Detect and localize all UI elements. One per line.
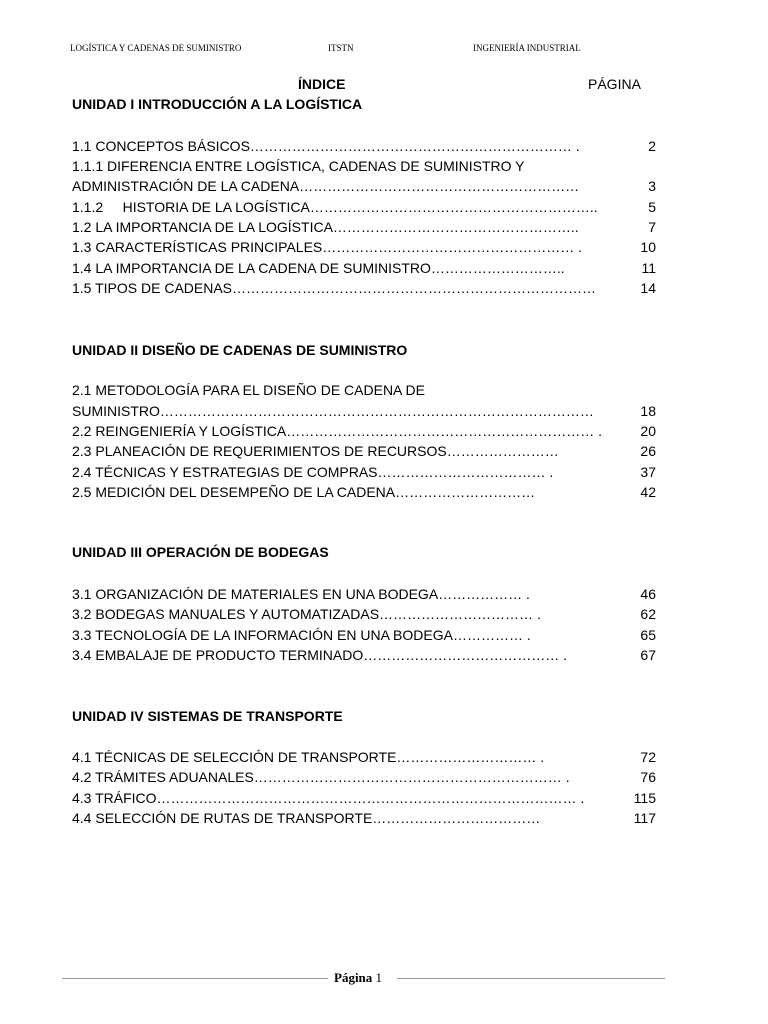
toc-entry-page: 5 <box>648 199 656 215</box>
toc-entry-text: 1.2 LA IMPORTANCIA DE LA LOGÍSTICA…………………………………………….. <box>72 219 579 235</box>
toc-entry-text: SUMINISTRO………………………………………………………………………………… <box>72 403 594 419</box>
toc-entry-page: 65 <box>640 627 656 643</box>
toc-entry[interactable] <box>72 156 656 176</box>
toc-entry-text: 4.3 TRÁFICO……………………………………………………………………………… . <box>72 790 585 806</box>
toc-entry[interactable] <box>72 788 656 808</box>
toc-entry-text: 3.3 TECNOLOGÍA DE LA INFORMACIÓN EN UNA BODEGA…………… . <box>72 627 531 643</box>
toc-entry-text: 2.3 PLANEACIÓN DE REQUERIMIENTOS DE RECURSOS…………………… <box>72 443 559 459</box>
toc-entry-text: 3.2 BODEGAS MANUALES Y AUTOMATIZADAS…………………………… . <box>72 606 541 622</box>
toc-entry-text: ADMINISTRACIÓN DE LA CADENA…………………………………………………… <box>72 178 580 194</box>
toc-entry-page: 2 <box>648 138 656 154</box>
toc-entry-page: 67 <box>640 647 656 663</box>
footer-page-number: 1 <box>375 970 383 985</box>
toc-entry[interactable] <box>72 217 656 237</box>
toc-entry-text: 4.2 TRÁMITES ADUANALES………………………………………………………… . <box>72 769 570 785</box>
toc-entry[interactable] <box>72 625 656 645</box>
toc-entry[interactable] <box>72 278 656 298</box>
unit-heading: UNIDAD IV SISTEMAS DE TRANSPORTE <box>72 708 343 724</box>
toc-entry[interactable] <box>72 258 656 278</box>
toc-entry-page: 72 <box>640 749 656 765</box>
toc-entry[interactable] <box>72 176 656 196</box>
toc-entry-text: 2.4 TÉCNICAS Y ESTRATEGIAS DE COMPRAS……………………………… . <box>72 464 554 480</box>
toc-entry[interactable] <box>72 808 656 828</box>
index-title: ÍNDICE <box>298 76 346 92</box>
page-number-footer <box>334 970 382 986</box>
toc-entry[interactable] <box>72 767 656 787</box>
toc-entry[interactable] <box>72 197 656 217</box>
page-column-heading: PÁGINA <box>588 76 641 92</box>
toc-entry-text: 4.4 SELECCIÓN DE RUTAS DE TRANSPORTE……………………………… <box>72 810 541 826</box>
toc-entry-text: 2.1 METODOLOGÍA PARA EL DISEÑO DE CADENA DE <box>72 382 425 398</box>
unit-heading: UNIDAD I INTRODUCCIÓN A LA LOGÍSTICA <box>72 96 363 112</box>
toc-entry[interactable] <box>72 237 656 257</box>
toc-entry-page: 37 <box>640 464 656 480</box>
toc-entry[interactable] <box>72 401 656 421</box>
toc-entry-page: 11 <box>641 260 656 276</box>
toc-entry-text: 3.4 EMBALAJE DE PRODUCTO TERMINADO…………………………………… . <box>72 647 567 663</box>
toc-entry-page: 46 <box>640 586 656 602</box>
toc-entry-text: 4.1 TÉCNICAS DE SELECCIÓN DE TRANSPORTE………………………… . <box>72 749 545 765</box>
toc-entry-page: 20 <box>640 423 656 439</box>
toc-entry[interactable] <box>72 645 656 665</box>
toc-entry[interactable] <box>72 604 656 624</box>
toc-entry-text: 1.1.1 DIFERENCIA ENTRE LOGÍSTICA, CADENAS DE SUMINISTRO Y <box>72 158 525 174</box>
toc-entry-text: 3.1 ORGANIZACIÓN DE MATERIALES EN UNA BODEGA……………… . <box>72 586 530 602</box>
toc-entry-page: 14 <box>640 280 656 296</box>
unit-heading: UNIDAD II DISEÑO DE CADENAS DE SUMINISTRO <box>72 342 408 358</box>
toc-entry-page: 115 <box>633 790 656 806</box>
toc-entry-text: 1.3 CARACTERÍSTICAS PRINCIPALES……………………………………………… . <box>72 239 583 255</box>
toc-entry-page: 62 <box>640 606 656 622</box>
toc-entry[interactable] <box>72 380 656 400</box>
toc-entry[interactable] <box>72 462 656 482</box>
toc-entry-text: 1.1 CONCEPTOS BÁSICOS…………………………………………………………… . <box>72 138 580 154</box>
footer-rule-right <box>397 978 665 979</box>
header-course-name: LOGÍSTICA Y CADENAS DE SUMINISTRO <box>70 43 242 53</box>
unit-heading: UNIDAD III OPERACIÓN DE BODEGAS <box>72 544 329 560</box>
toc-entry-page: 7 <box>648 219 656 235</box>
toc-entry-page: 76 <box>640 769 656 785</box>
toc-entry-text: 1.4 LA IMPORTANCIA DE LA CADENA DE SUMINISTRO……………………….. <box>72 260 565 276</box>
toc-entry[interactable] <box>72 441 656 461</box>
toc-entry-page: 10 <box>640 239 656 255</box>
toc-entry-page: 18 <box>640 403 656 419</box>
footer-page-label: Página <box>334 970 373 985</box>
toc-entry-page: 3 <box>648 178 656 194</box>
footer-rule-left <box>62 978 328 979</box>
toc-entry[interactable] <box>72 747 656 767</box>
toc-entry-page: 42 <box>640 484 656 500</box>
toc-entry[interactable] <box>72 482 656 502</box>
toc-entry-text: 2.5 MEDICIÓN DEL DESEMPEÑO DE LA CADENA………………………… <box>72 484 536 500</box>
header-program: INGENIERÍA INDUSTRIAL <box>473 43 581 53</box>
toc-entry-page: 26 <box>640 443 656 459</box>
toc-entry[interactable] <box>72 584 656 604</box>
toc-entry-text: 1.1.2 HISTORIA DE LA LOGÍSTICA…………………………………………………….. <box>72 199 598 215</box>
toc-entry-page: 117 <box>633 810 656 826</box>
header-institution: ITSTN <box>328 43 354 53</box>
toc-entry[interactable] <box>72 136 656 156</box>
toc-entry-text: 2.2 REINGENIERÍA Y LOGÍSTICA………………………………………………………… . <box>72 423 603 439</box>
toc-entry-text: 1.5 TIPOS DE CADENAS…………………………………………………………………… <box>72 280 597 296</box>
toc-entry[interactable] <box>72 421 656 441</box>
page-header <box>70 43 630 57</box>
